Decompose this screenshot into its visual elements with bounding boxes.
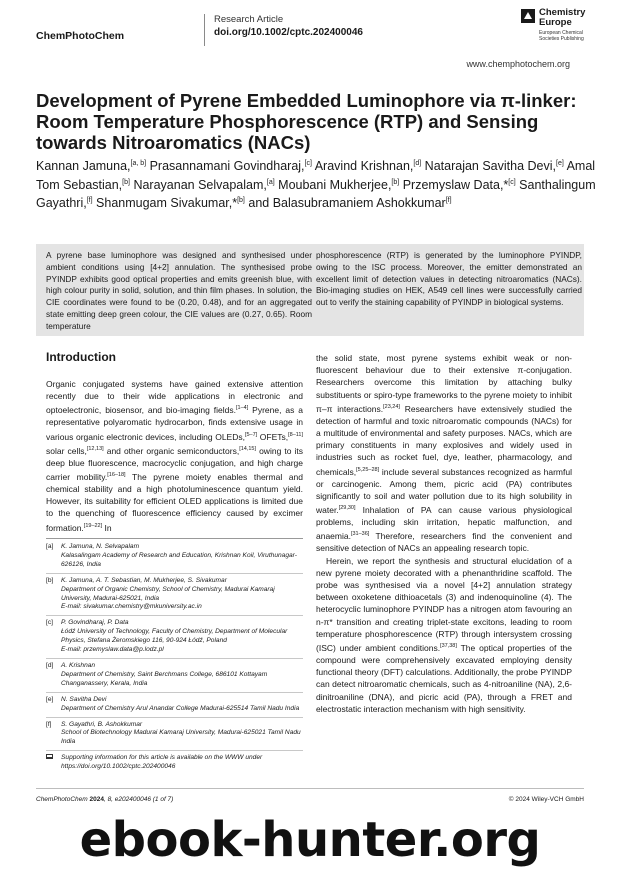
affiliation-names: S. Gayathri, B. Ashokkumar [61,720,143,728]
affiliation-divider [46,692,303,693]
article-title: Development of Pyrene Embedded Luminophore via π-linker: Room Temperature Phosphorescence (RTP) and Sensing towards Nitroaromatics (NACs) [36,90,577,153]
affiliation-tag: [f] [46,720,52,728]
publisher-subtitle [539,30,584,42]
affiliation-tag: [c] [46,619,53,627]
publisher-name [539,8,585,28]
affiliation-address: Department of Chemistry, Saint Berchmans College, 686101 Kottayam Changanassery, Kerala, India [61,670,268,687]
footer-copyright: © 2024 Wiley-VCH GmbH [508,796,584,803]
author-name: Moubani Mukherjee, [278,177,392,192]
author-affiliation-mark: [f] [445,197,452,205]
abstract-left-column: A pyrene base luminophore was designed and synthesised under ambient conditions using [4+2] annulation. The synthesised probe PYINDP exhibits good optical properties and emits greenish blue, with high colour purity in solid, solution, and thin film phases. In solution, the CIE coordinates were found to be (0.20, 0.48), and for an aggregated state emitting deep green colour, the CIE values are (0.27, 0.65). Room temperature [46,250,312,331]
citation-ref[interactable]: [16–18] [107,471,126,478]
citation-ref[interactable]: [12,13] [86,445,104,452]
doi-link[interactable]: doi.org/10.1002/cptc.202400046 [214,27,363,38]
affiliation-tag: [b] [46,576,54,584]
journal-website[interactable]: www.chemphotochem.org [466,59,570,69]
affiliation-names: P. Govindharaj, P. Data [61,619,129,627]
laptop-icon [46,754,53,763]
author-affiliation-mark: [b] [391,178,400,186]
affiliation-address: Department of Organic Chemistry, School of Chemistry, Madurai Kamaraj University, Madurai-625021, India [61,585,275,602]
footer-year: 2024 [89,796,104,803]
affiliation-names: A. Krishnan [61,661,96,669]
article-type: Research Article [214,14,284,25]
intro-paragraph-1: Organic conjugated systems have gained extensive attention recently due to their wide applications in electronic and optoelectronic, biosensor, and bio-imaging fields.[1–4] Pyrene, as a representative polyaromatic hydrocarbon, finds extensive usage in various organic electronic devices, including OLEDs,[5–7] OFETs,[8–11] solar cells,[12,13] and other organic semiconductors,[14,15] owing to its deep blue fluorescence, macrocyclic conjugation, and high charge carrier mobility.[16–18] The pyrene moiety enables thermal and chemical stability and a high photoluminescence quantum yield. However, its suitability for efficient OLED applications is limited due to the quenching of fluorescence efficiency caused by excimer formation.[19–22] In [46,379,303,533]
affiliation-item [46,577,303,613]
author-list [36,156,596,212]
affiliations [46,543,303,775]
watermark-text: ebook-hunter.org [79,812,541,868]
author-name: Narayanan Selvapalam, [133,177,267,192]
author-name: Przemyslaw Data,* [402,177,509,192]
supporting-info-note[interactable] [46,754,303,772]
citation-ref[interactable]: [31–36] [350,531,370,538]
affiliation-tag: [d] [46,661,54,669]
journal-name: ChemPhotoChem [36,30,125,42]
body-right-column [316,352,572,715]
affiliation-address: Łódź University of Technology, Faculty of Chemistry, Department of Molecular Physics, Stefana Żeromskiego 116, 90-924 Łódź, Poland [61,628,288,645]
publisher-sub-1: European Chemical [539,30,583,36]
affiliation-address: Department of Chemistry Arul Anandar College Madurai-625514 Tamil Nadu India [61,704,300,712]
footer-pages: , 8, e202400046 (1 of 7) [103,796,174,803]
affiliation-divider [46,750,303,751]
author-name: Natarajan Savitha Devi, [424,159,556,174]
affiliation-tag: [a] [46,543,54,550]
body-left-column [46,378,303,534]
affiliation-tag: [e] [46,695,54,703]
affiliation-item [46,543,303,570]
author-name: and Balasubramaniem Ashokkumar [248,196,446,211]
chemistry-europe-logo-icon [521,9,535,23]
affiliation-divider [46,615,303,616]
citation-ref[interactable]: [14,15] [239,445,257,452]
author-affiliation-mark: [c] [508,178,516,186]
affiliation-address: School of Biotechnology Madurai Kamaraj University, Madurai-625021 Tamil Nadu India [61,729,301,746]
citation-ref[interactable]: [1–4] [236,405,249,412]
affiliation-names: K. Jamuna, N. Selvapalam [61,543,140,550]
publisher-line-2: Europe [539,17,572,28]
affiliation-item [46,619,303,655]
footer-rule [36,788,584,789]
affiliation-divider [46,717,303,718]
citation-ref[interactable]: [23,24] [383,403,400,410]
author-affiliation-mark: [f] [86,197,93,205]
author-affiliation-mark: [b] [237,197,245,205]
affiliation-names: N. Savitha Devi [61,695,107,703]
citation-ref[interactable]: [8–11] [288,431,303,438]
publisher-sub-2: Societies Publishing [539,36,584,42]
affiliation-divider [46,573,303,574]
author-name: Aravind Krishnan, [314,159,414,174]
author-name: Santhalingum Gayathri, [36,177,596,211]
author-affiliation-mark: [c] [304,160,312,167]
citation-ref[interactable]: [29,30] [338,505,356,512]
affiliation-address[interactable]: E-mail: przemyslaw.data@p.lodz.pl [61,646,164,654]
author-affiliation-mark: [e] [556,160,564,167]
footer-journal: ChemPhotoChem [36,796,88,803]
author-affiliation-mark: [d] [413,160,422,167]
affiliation-item [46,662,303,689]
affiliation-item [46,721,303,748]
abstract-right-column: phosphorescence (RTP) is generated by the luminophore PYINDP, owing to the ISC process. Moreover, the emitter demonstrated an excellent limit of detection values in detecting nitroaromatics (NACs). Bio-imaging studies on HEK, A549 cell lines were successfully carried out to verify the staining capability of PYINDP in biological systems. [316,250,582,308]
intro-paragraph-continued: the solid state, most pyrene systems exhibit weak or non-fluorescent behaviour due to their extensive π-conjugation. Researchers overcome this limitation by attaching bulky substituents or spiro-type frameworks to the pyrene moiety to inhibit π–π interactions.[23,24] Researchers have extensively studied the detection of harmful and toxic nitroaromatic compounds (NACs) for a multitude of environmental and safety purposes. NACs, which are primary constituents in many explosives and widely used in industries such as rocket fuel, dye, leather, pharmacology, and chemicals,[5,25–28] include several substances recognized as harmful or carcinogenic. Among them, picric acid (PA) contributes significantly to soil and water pollution due to its high solubility in water.[29,30] Inhalation of PA can cause various physiological problems, including skin irritation, hepatic malfunction, and anaemia.[31–36] Therefore, researchers find the convenient and sensitive detection of NACs an appealing research topic. [316,353,572,554]
author-name: Shanmugam Sivakumar,* [96,196,238,211]
affiliation-names: K. Jamuna, A. T. Sebastian, M. Mukherjee, S. Sivakumar [61,576,227,584]
affiliation-divider [46,658,303,659]
header-divider [204,14,205,46]
citation-ref[interactable]: [37,38] [440,642,457,649]
citation-ref[interactable]: [5,25–28] [356,466,380,473]
author-affiliation-mark: [a] [266,178,275,186]
citation-ref[interactable]: [5–7] [244,431,258,438]
footer-citation [36,796,173,803]
author-name: Prasannamani Govindharaj, [149,159,305,174]
intro-paragraph-2: Herein, we report the synthesis and structural elucidation of a new pyrene moiety decorated with a phenanthridine scaffold. The probe was synthesised via a novel [4+2] annulation strategy between oxoketene dithioacetals (3) and indenoquinoline (4). The heterocyclic luminophore PYINDP has a nitrogen atom favouring an n-π* transition and creating triplet-state excitons, leading to room temperature phosphorescence (RTP) through intersystem crossing (ISC) under ambient conditions.[37,38] The optical properties of the compound were comprehensively excavated employing density functional theory (DFT) calculations. Additionally, the probe PYINDP can detect nitroaromatic chemicals, such as 4-nitroaniline (NA), 2,6-dinitroaniline (DNA), and picric acid (PA), through a FRET and electrostatic interaction mechanism with high sensitivity. [316,555,573,714]
affiliation-rule [46,538,303,539]
author-affiliation-mark: [a, b] [130,160,147,167]
publisher-line-1: Chemistry [539,7,586,18]
affiliation-address: Kalasalingam Academy of Research and Education, Krishnan Koil, Viruthunagar-626126, India [61,551,297,568]
section-heading: Introduction [46,350,116,364]
author-name: Amal Tom Sebastian, [36,159,596,192]
supporting-info-text: Supporting information for this article is available on the WWW under https://doi.org/10.1002/cptc.202400046 [61,754,263,771]
affiliation-item [46,696,303,714]
author-name: Kannan Jamuna, [36,159,131,174]
author-affiliation-mark: [b] [122,178,130,186]
citation-ref[interactable]: [19–22] [83,522,103,529]
affiliation-address[interactable]: E-mail: sivakumar.chemistry@mkuniversity.ac.in [61,603,202,611]
